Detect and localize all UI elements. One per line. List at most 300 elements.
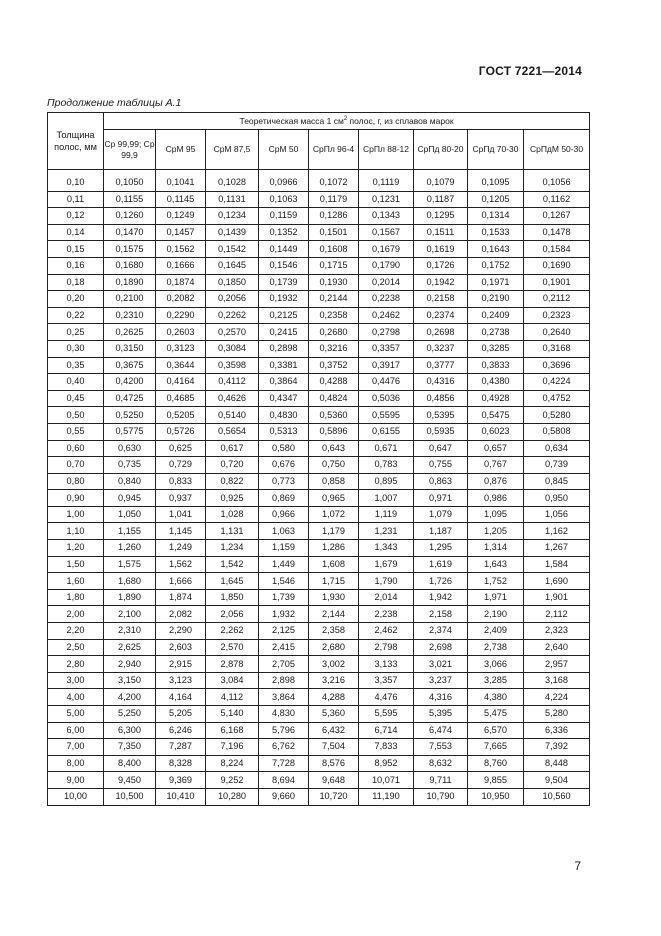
mass-cell: 0,1449 xyxy=(259,241,309,258)
mass-cell: 2,940 xyxy=(104,656,156,673)
mass-cell: 0,2238 xyxy=(359,291,414,308)
mass-cell: 0,3123 xyxy=(156,340,206,357)
mass-cell: 2,082 xyxy=(156,606,206,623)
mass-cell: 8,328 xyxy=(156,755,206,772)
mass-cell: 1,231 xyxy=(359,523,414,540)
table-row xyxy=(48,739,590,756)
mass-cell: 11,190 xyxy=(359,788,414,805)
mass-cell: 1,179 xyxy=(309,523,359,540)
mass-cell: 1,575 xyxy=(104,556,156,573)
mass-cell: 0,5475 xyxy=(468,407,524,424)
mass-cell: 0,1971 xyxy=(468,274,524,291)
mass-cell: 0,1501 xyxy=(309,224,359,241)
mass-cell: 0,750 xyxy=(309,457,359,474)
mass-cell: 0,3864 xyxy=(259,374,309,391)
mass-cell: 4,288 xyxy=(309,689,359,706)
thickness-cell: 0,60 xyxy=(48,440,104,457)
table-row xyxy=(48,656,590,673)
mass-cell: 0,671 xyxy=(359,440,414,457)
mass-cell: 2,798 xyxy=(359,639,414,656)
mass-table xyxy=(47,112,590,806)
mass-cell: 4,316 xyxy=(414,689,468,706)
table-row xyxy=(48,357,590,374)
mass-cell: 1,028 xyxy=(206,506,259,523)
mass-cell: 0,720 xyxy=(206,457,259,474)
mass-cell: 2,262 xyxy=(206,623,259,640)
mass-cell: 0,965 xyxy=(309,490,359,507)
mass-cell: 0,1790 xyxy=(359,257,414,274)
mass-cell: 5,395 xyxy=(414,706,468,723)
mass-cell: 0,3285 xyxy=(468,340,524,357)
mass-cell: 8,632 xyxy=(414,755,468,772)
mass-cell: 0,869 xyxy=(259,490,309,507)
table-row xyxy=(48,722,590,739)
thickness-cell: 0,35 xyxy=(48,357,104,374)
table-row xyxy=(48,772,590,789)
column-header: СрМ 87,5 xyxy=(206,130,259,170)
table-row xyxy=(48,307,590,324)
mass-cell: 0,1478 xyxy=(524,224,590,241)
mass-cell: 1,584 xyxy=(524,556,590,573)
mass-cell: 0,4752 xyxy=(524,390,590,407)
mass-cell: 2,158 xyxy=(414,606,468,623)
mass-cell: 5,360 xyxy=(309,706,359,723)
mass-cell: 0,3381 xyxy=(259,357,309,374)
mass-cell: 0,1942 xyxy=(414,274,468,291)
thickness-cell: 0,55 xyxy=(48,423,104,440)
mass-cell: 2,112 xyxy=(524,606,590,623)
thickness-cell: 0,10 xyxy=(48,170,104,192)
mass-cell: 0,1314 xyxy=(468,208,524,225)
mass-cell: 1,546 xyxy=(259,573,309,590)
mass-cell: 0,5935 xyxy=(414,423,468,440)
thickness-cell: 4,00 xyxy=(48,689,104,706)
mass-cell: 0,4626 xyxy=(206,390,259,407)
mass-cell: 0,1457 xyxy=(156,224,206,241)
thickness-cell: 0,45 xyxy=(48,390,104,407)
table-row xyxy=(48,490,590,507)
mass-cell: 1,145 xyxy=(156,523,206,540)
mass-cell: 6,300 xyxy=(104,722,156,739)
mass-cell: 6,570 xyxy=(468,722,524,739)
mass-cell: 0,1608 xyxy=(309,241,359,258)
column-header: СрПд 80-20 xyxy=(414,130,468,170)
mass-cell: 0,1690 xyxy=(524,257,590,274)
mass-cell: 6,714 xyxy=(359,722,414,739)
mass-cell: 9,855 xyxy=(468,772,524,789)
thickness-cell: 0,40 xyxy=(48,374,104,391)
thickness-cell: 5,00 xyxy=(48,706,104,723)
mass-cell: 1,007 xyxy=(359,490,414,507)
mass-cell: 7,392 xyxy=(524,739,590,756)
table-row xyxy=(48,523,590,540)
thickness-cell: 1,10 xyxy=(48,523,104,540)
mass-cell: 8,448 xyxy=(524,755,590,772)
mass-cell: 0,4476 xyxy=(359,374,414,391)
thickness-cell: 0,18 xyxy=(48,274,104,291)
table-row xyxy=(48,556,590,573)
mass-cell: 0,1095 xyxy=(468,170,524,192)
mass-cell: 0,2082 xyxy=(156,291,206,308)
table-row xyxy=(48,224,590,241)
table-row xyxy=(48,573,590,590)
mass-cell: 0,2415 xyxy=(259,324,309,341)
mass-cell: 1,690 xyxy=(524,573,590,590)
mass-cell: 0,783 xyxy=(359,457,414,474)
mass-cell: 3,285 xyxy=(468,672,524,689)
mass-cell: 1,752 xyxy=(468,573,524,590)
mass-cell: 2,462 xyxy=(359,623,414,640)
mass-cell: 5,140 xyxy=(206,706,259,723)
mass-cell: 9,711 xyxy=(414,772,468,789)
table-row xyxy=(48,689,590,706)
mass-cell: 4,830 xyxy=(259,706,309,723)
table-row xyxy=(48,241,590,258)
mass-cell: 1,205 xyxy=(468,523,524,540)
mass-cell: 1,680 xyxy=(104,573,156,590)
mass-cell: 0,1575 xyxy=(104,241,156,258)
mass-cell: 1,131 xyxy=(206,523,259,540)
mass-cell: 1,619 xyxy=(414,556,468,573)
mass-cell: 0,966 xyxy=(259,506,309,523)
mass-cell: 3,021 xyxy=(414,656,468,673)
mass-cell: 0,5395 xyxy=(414,407,468,424)
mass-cell: 5,205 xyxy=(156,706,206,723)
mass-cell: 1,542 xyxy=(206,556,259,573)
mass-cell: 3,237 xyxy=(414,672,468,689)
mass-cell: 0,1619 xyxy=(414,241,468,258)
mass-cell: 1,850 xyxy=(206,589,259,606)
mass-cell: 0,1145 xyxy=(156,191,206,208)
table-row xyxy=(48,788,590,805)
mass-cell: 0,1739 xyxy=(259,274,309,291)
mass-cell: 0,4725 xyxy=(104,390,156,407)
mass-cell: 0,945 xyxy=(104,490,156,507)
mass-cell: 0,4316 xyxy=(414,374,468,391)
mass-cell: 0,773 xyxy=(259,473,309,490)
table-row xyxy=(48,291,590,308)
mass-cell: 3,084 xyxy=(206,672,259,689)
mass-cell: 10,950 xyxy=(468,788,524,805)
mass-cell: 2,698 xyxy=(414,639,468,656)
mass-cell: 0,833 xyxy=(156,473,206,490)
thickness-cell: 1,80 xyxy=(48,589,104,606)
mass-cell: 1,234 xyxy=(206,540,259,557)
mass-cell: 9,369 xyxy=(156,772,206,789)
mass-cell: 1,726 xyxy=(414,573,468,590)
mass-cell: 8,400 xyxy=(104,755,156,772)
mass-cell: 1,267 xyxy=(524,540,590,557)
mass-cell: 0,5808 xyxy=(524,423,590,440)
table-row xyxy=(48,589,590,606)
mass-cell: 0,729 xyxy=(156,457,206,474)
mass-cell: 0,863 xyxy=(414,473,468,490)
mass-cell: 1,162 xyxy=(524,523,590,540)
mass-cell: 1,050 xyxy=(104,506,156,523)
column-header: СрПл 96-4 xyxy=(309,130,359,170)
mass-cell: 4,476 xyxy=(359,689,414,706)
mass-cell: 0,2190 xyxy=(468,291,524,308)
mass-cell: 0,3216 xyxy=(309,340,359,357)
mass-cell: 8,224 xyxy=(206,755,259,772)
column-header: СрМ 95 xyxy=(156,130,206,170)
mass-cell: 0,3696 xyxy=(524,357,590,374)
mass-cell: 0,1119 xyxy=(359,170,414,192)
thickness-cell: 2,80 xyxy=(48,656,104,673)
mass-cell: 10,790 xyxy=(414,788,468,805)
mass-cell: 0,1072 xyxy=(309,170,359,192)
mass-cell: 1,971 xyxy=(468,589,524,606)
mass-cell: 0,4928 xyxy=(468,390,524,407)
mass-cell: 1,932 xyxy=(259,606,309,623)
mass-cell: 6,762 xyxy=(259,739,309,756)
table-row xyxy=(48,208,590,225)
thickness-cell: 10,00 xyxy=(48,788,104,805)
mass-cell: 0,1679 xyxy=(359,241,414,258)
mass-cell: 0,4856 xyxy=(414,390,468,407)
mass-cell: 1,249 xyxy=(156,540,206,557)
mass-cell: 0,2698 xyxy=(414,324,468,341)
table-row xyxy=(48,672,590,689)
mass-cell: 0,2014 xyxy=(359,274,414,291)
thickness-cell: 7,00 xyxy=(48,739,104,756)
thickness-cell: 1,00 xyxy=(48,506,104,523)
mass-cell: 2,056 xyxy=(206,606,259,623)
mass-cell: 0,986 xyxy=(468,490,524,507)
mass-cell: 1,449 xyxy=(259,556,309,573)
mass-cell: 0,971 xyxy=(414,490,468,507)
thickness-cell: 9,00 xyxy=(48,772,104,789)
mass-cell: 0,1542 xyxy=(206,241,259,258)
mass-cell: 0,630 xyxy=(104,440,156,457)
table-row xyxy=(48,457,590,474)
mass-cell: 0,4347 xyxy=(259,390,309,407)
mass-cell: 2,878 xyxy=(206,656,259,673)
mass-cell: 0,3357 xyxy=(359,340,414,357)
mass-cell: 0,2680 xyxy=(309,324,359,341)
mass-cell: 1,260 xyxy=(104,540,156,557)
mass-cell: 0,1890 xyxy=(104,274,156,291)
column-header: СрПд 70-30 xyxy=(468,130,524,170)
mass-cell: 1,295 xyxy=(414,540,468,557)
mass-cell: 0,2462 xyxy=(359,307,414,324)
column-header: СрМ 50 xyxy=(259,130,309,170)
mass-cell: 0,1028 xyxy=(206,170,259,192)
mass-cell: 9,252 xyxy=(206,772,259,789)
mass-cell: 0,1295 xyxy=(414,208,468,225)
mass-cell: 2,603 xyxy=(156,639,206,656)
mass-cell: 2,898 xyxy=(259,672,309,689)
table-row xyxy=(48,390,590,407)
table-row xyxy=(48,706,590,723)
mass-cell: 0,1932 xyxy=(259,291,309,308)
mass-cell: 0,1680 xyxy=(104,257,156,274)
mass-cell: 1,286 xyxy=(309,540,359,557)
mass-cell: 0,4200 xyxy=(104,374,156,391)
mass-cell: 1,562 xyxy=(156,556,206,573)
mass-cell: 0,755 xyxy=(414,457,468,474)
mass-cell: 0,1063 xyxy=(259,191,309,208)
mass-cell: 10,500 xyxy=(104,788,156,805)
mass-cell: 0,2323 xyxy=(524,307,590,324)
document-code: ГОСТ 7221—2014 xyxy=(478,64,582,78)
mass-cell: 0,4112 xyxy=(206,374,259,391)
mass-cell: 7,553 xyxy=(414,739,468,756)
thickness-cell: 0,22 xyxy=(48,307,104,324)
mass-cell: 0,3675 xyxy=(104,357,156,374)
table-row xyxy=(48,755,590,772)
mass-cell: 0,2158 xyxy=(414,291,468,308)
mass-cell: 0,2358 xyxy=(309,307,359,324)
mass-cell: 2,144 xyxy=(309,606,359,623)
thickness-cell: 0,15 xyxy=(48,241,104,258)
mass-cell: 0,2625 xyxy=(104,324,156,341)
mass-cell: 4,200 xyxy=(104,689,156,706)
mass-cell: 0,1267 xyxy=(524,208,590,225)
mass-cell: 0,1041 xyxy=(156,170,206,192)
mass-cell: 0,1643 xyxy=(468,241,524,258)
mass-cell: 1,314 xyxy=(468,540,524,557)
mass-cell: 1,187 xyxy=(414,523,468,540)
mass-cell: 1,715 xyxy=(309,573,359,590)
table-row xyxy=(48,423,590,440)
mass-cell: 0,3237 xyxy=(414,340,468,357)
mass-cell: 0,2056 xyxy=(206,291,259,308)
table-row xyxy=(48,191,590,208)
mass-cell: 7,833 xyxy=(359,739,414,756)
mass-cell: 3,066 xyxy=(468,656,524,673)
mass-cell: 0,1343 xyxy=(359,208,414,225)
mass-cell: 0,950 xyxy=(524,490,590,507)
mass-cell: 0,1234 xyxy=(206,208,259,225)
thickness-cell: 0,12 xyxy=(48,208,104,225)
mass-cell: 0,1752 xyxy=(468,257,524,274)
mass-cell: 3,357 xyxy=(359,672,414,689)
mass-cell: 0,2125 xyxy=(259,307,309,324)
mass-cell: 0,1726 xyxy=(414,257,468,274)
table-row xyxy=(48,324,590,341)
mass-cell: 6,432 xyxy=(309,722,359,739)
mass-cell: 2,310 xyxy=(104,623,156,640)
mass-cell: 0,1352 xyxy=(259,224,309,241)
mass-cell: 0,4824 xyxy=(309,390,359,407)
column-header: СрПдМ 50-30 xyxy=(524,130,590,170)
mass-cell: 3,168 xyxy=(524,672,590,689)
mass-group-header: Теоретическая масса 1 $см^2$ полос, г, из сплавов марок xyxy=(104,113,590,130)
mass-cell: 0,1079 xyxy=(414,170,468,192)
mass-cell: 0,3917 xyxy=(359,357,414,374)
mass-cell: 0,3777 xyxy=(414,357,468,374)
mass-cell: 0,1546 xyxy=(259,257,309,274)
mass-cell: 0,1533 xyxy=(468,224,524,241)
thickness-cell: 0,20 xyxy=(48,291,104,308)
mass-cell: 10,280 xyxy=(206,788,259,805)
table-row xyxy=(48,374,590,391)
mass-cell: 1,930 xyxy=(309,589,359,606)
mass-cell: 2,957 xyxy=(524,656,590,673)
mass-cell: 0,5140 xyxy=(206,407,259,424)
mass-cell: 2,415 xyxy=(259,639,309,656)
table-row xyxy=(48,257,590,274)
mass-cell: 4,112 xyxy=(206,689,259,706)
mass-cell: 0,625 xyxy=(156,440,206,457)
mass-cell: 0,1155 xyxy=(104,191,156,208)
mass-cell: 1,645 xyxy=(206,573,259,590)
mass-cell: 2,915 xyxy=(156,656,206,673)
mass-cell: 2,409 xyxy=(468,623,524,640)
mass-cell: 6,336 xyxy=(524,722,590,739)
mass-cell: 0,925 xyxy=(206,490,259,507)
mass-cell: 0,739 xyxy=(524,457,590,474)
mass-cell: 0,1131 xyxy=(206,191,259,208)
mass-cell: 0,643 xyxy=(309,440,359,457)
mass-cell: 0,4685 xyxy=(156,390,206,407)
thickness-cell: 6,00 xyxy=(48,722,104,739)
mass-cell: 0,4830 xyxy=(259,407,309,424)
mass-cell: 0,1874 xyxy=(156,274,206,291)
mass-cell: 0,2738 xyxy=(468,324,524,341)
mass-cell: 1,874 xyxy=(156,589,206,606)
mass-cell: 0,1249 xyxy=(156,208,206,225)
mass-cell: 1,679 xyxy=(359,556,414,573)
mass-cell: 0,1187 xyxy=(414,191,468,208)
mass-cell: 0,876 xyxy=(468,473,524,490)
mass-cell: 0,1231 xyxy=(359,191,414,208)
mass-cell: 0,3833 xyxy=(468,357,524,374)
mass-cell: 2,100 xyxy=(104,606,156,623)
mass-cell: 1,608 xyxy=(309,556,359,573)
thickness-cell: 2,50 xyxy=(48,639,104,656)
table-row xyxy=(48,606,590,623)
mass-cell: 1,155 xyxy=(104,523,156,540)
mass-cell: 0,2310 xyxy=(104,307,156,324)
mass-cell: 0,937 xyxy=(156,490,206,507)
mass-cell: 0,1470 xyxy=(104,224,156,241)
mass-cell: 2,125 xyxy=(259,623,309,640)
mass-cell: 0,735 xyxy=(104,457,156,474)
mass-cell: 0,1930 xyxy=(309,274,359,291)
mass-cell: 2,705 xyxy=(259,656,309,673)
mass-cell: 10,410 xyxy=(156,788,206,805)
mass-cell: 1,666 xyxy=(156,573,206,590)
mass-cell: 0,2112 xyxy=(524,291,590,308)
mass-cell: 7,196 xyxy=(206,739,259,756)
mass-cell: 0,647 xyxy=(414,440,468,457)
mass-cell: 0,5313 xyxy=(259,423,309,440)
mass-cell: 2,358 xyxy=(309,623,359,640)
mass-cell: 0,1511 xyxy=(414,224,468,241)
mass-cell: 5,280 xyxy=(524,706,590,723)
mass-cell: 0,5036 xyxy=(359,390,414,407)
mass-cell: 2,190 xyxy=(468,606,524,623)
mass-cell: 0,1901 xyxy=(524,274,590,291)
mass-cell: 3,864 xyxy=(259,689,309,706)
thickness-cell: 0,70 xyxy=(48,457,104,474)
column-header: СрПл 88-12 xyxy=(359,130,414,170)
mass-cell: 0,1584 xyxy=(524,241,590,258)
thickness-header: Толщина полос, мм xyxy=(48,113,104,170)
mass-cell: 1,056 xyxy=(524,506,590,523)
mass-cell: 9,648 xyxy=(309,772,359,789)
mass-cell: 6,246 xyxy=(156,722,206,739)
mass-cell: 0,1666 xyxy=(156,257,206,274)
mass-cell: 8,576 xyxy=(309,755,359,772)
mass-cell: 8,952 xyxy=(359,755,414,772)
mass-cell: 0,845 xyxy=(524,473,590,490)
mass-cell: 0,1715 xyxy=(309,257,359,274)
mass-cell: 3,123 xyxy=(156,672,206,689)
mass-cell: 0,1162 xyxy=(524,191,590,208)
